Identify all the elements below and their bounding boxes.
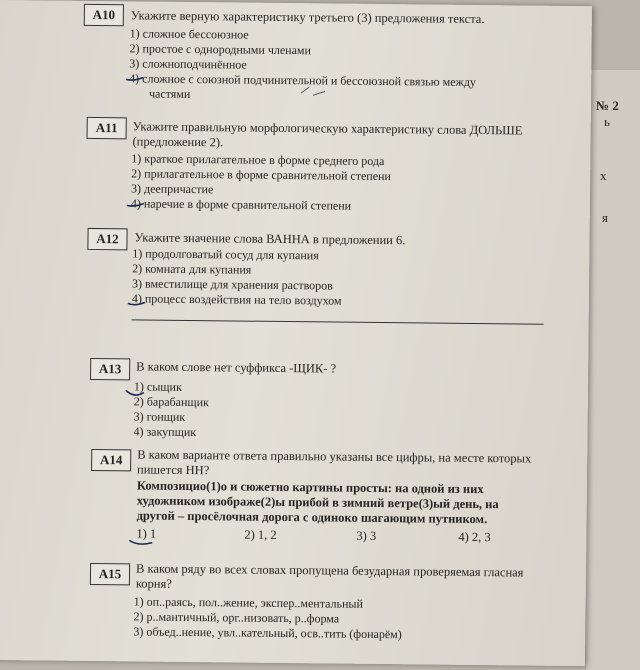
question-number: A12 xyxy=(87,228,127,250)
option-list xyxy=(131,151,391,214)
question-text: В каком слове нет суффикса -ЩИК- ? xyxy=(136,359,337,376)
side-label: я xyxy=(602,210,608,225)
question-text: В каком ряду во всех словах пропущена безударная проверяемая гласная xyxy=(135,561,524,580)
side-label: № 2 xyxy=(596,98,619,113)
option: 4) наречие в форме сравнительной степени xyxy=(130,196,352,213)
side-label: х xyxy=(600,168,607,183)
answer-option: 3) 3 xyxy=(356,528,377,543)
option: 2) прилагательное в форме сравнительной степени xyxy=(131,166,391,184)
question-text: Укажите верную характеристику третьего (3) предложения текста. xyxy=(130,8,485,27)
question-text-cont: пишется НН? xyxy=(137,462,210,478)
adjacent-sheet xyxy=(585,70,640,670)
passage-line: Композицио(1)о и сюжетно картины просты: на одной из них xyxy=(136,478,484,497)
pen-underline-icon xyxy=(124,386,146,400)
question-text: Укажите правильную морфологическую характеристику слова ДОЛЬШЕ xyxy=(132,119,523,138)
answer-option: 4) 2, 3 xyxy=(458,529,491,545)
option: 2) барабанщик xyxy=(133,394,209,410)
pen-underline-icon xyxy=(127,298,147,308)
pen-underline-icon xyxy=(126,199,146,209)
option: 1) продолговатый сосуд для купания xyxy=(132,246,319,263)
question-text-cont: корня? xyxy=(135,576,172,591)
question-number: A11 xyxy=(87,117,127,139)
option: 4) сложное с союзной подчинительной и бессоюзной связью между xyxy=(129,71,477,89)
side-label: ь xyxy=(604,114,610,129)
option-list xyxy=(132,246,342,308)
pen-underline-icon xyxy=(125,73,145,83)
option: 2) комната для купания xyxy=(132,261,252,277)
option: 4) закупщик xyxy=(133,424,197,440)
option: 2) р..мантичный, орг..низовать, р..форма xyxy=(133,609,340,626)
question-text-cont: (предложение 2). xyxy=(132,134,224,150)
option: 3) вместилище для хранения растворов xyxy=(131,276,333,293)
answer-option: 1) 1 xyxy=(136,526,157,541)
option: 3) сложноподчинённое xyxy=(129,56,247,72)
question-number: A14 xyxy=(91,449,131,471)
option: 3) объед..нение, увл..кательный, осв..тить (фонарём) xyxy=(133,624,402,642)
option: 1) краткое прилагательное в форме среднего рода xyxy=(131,151,385,169)
pen-tick-icon xyxy=(299,83,329,99)
option: 4) процесс воздействия на тело воздухом xyxy=(131,291,342,308)
option: 3) гонщик xyxy=(133,409,186,424)
answer-option: 2) 1, 2 xyxy=(244,527,277,542)
question-text: В каком варианте ответа правильно указаны все цифры, на месте которых xyxy=(137,447,532,466)
passage-line: художником изображе(2)ы прибой в зимний ветре(3)ый день, на xyxy=(136,493,499,512)
divider-line xyxy=(132,319,544,324)
question-number: A13 xyxy=(90,358,130,380)
option: 3) деепричастие xyxy=(130,181,214,197)
option-list xyxy=(133,594,402,642)
option: 1) оп..раясь, пол..жение, экспер..ментальный xyxy=(133,594,364,611)
pen-underline-icon xyxy=(128,534,154,548)
option: 1) сложное бессоюзное xyxy=(129,26,249,42)
question-text: Укажите значение слова ВАННА в предложении 6. xyxy=(134,230,406,248)
question-number: A10 xyxy=(84,4,124,26)
question-passage xyxy=(137,478,499,527)
option: частями xyxy=(148,86,191,101)
option: 2) простое с однородными членами xyxy=(129,41,312,58)
question-number: A15 xyxy=(90,563,130,585)
passage-line: другой – просёлочная дорога с одиноко шагающим путником. xyxy=(136,508,488,527)
option: 1) сыщик xyxy=(133,379,182,394)
